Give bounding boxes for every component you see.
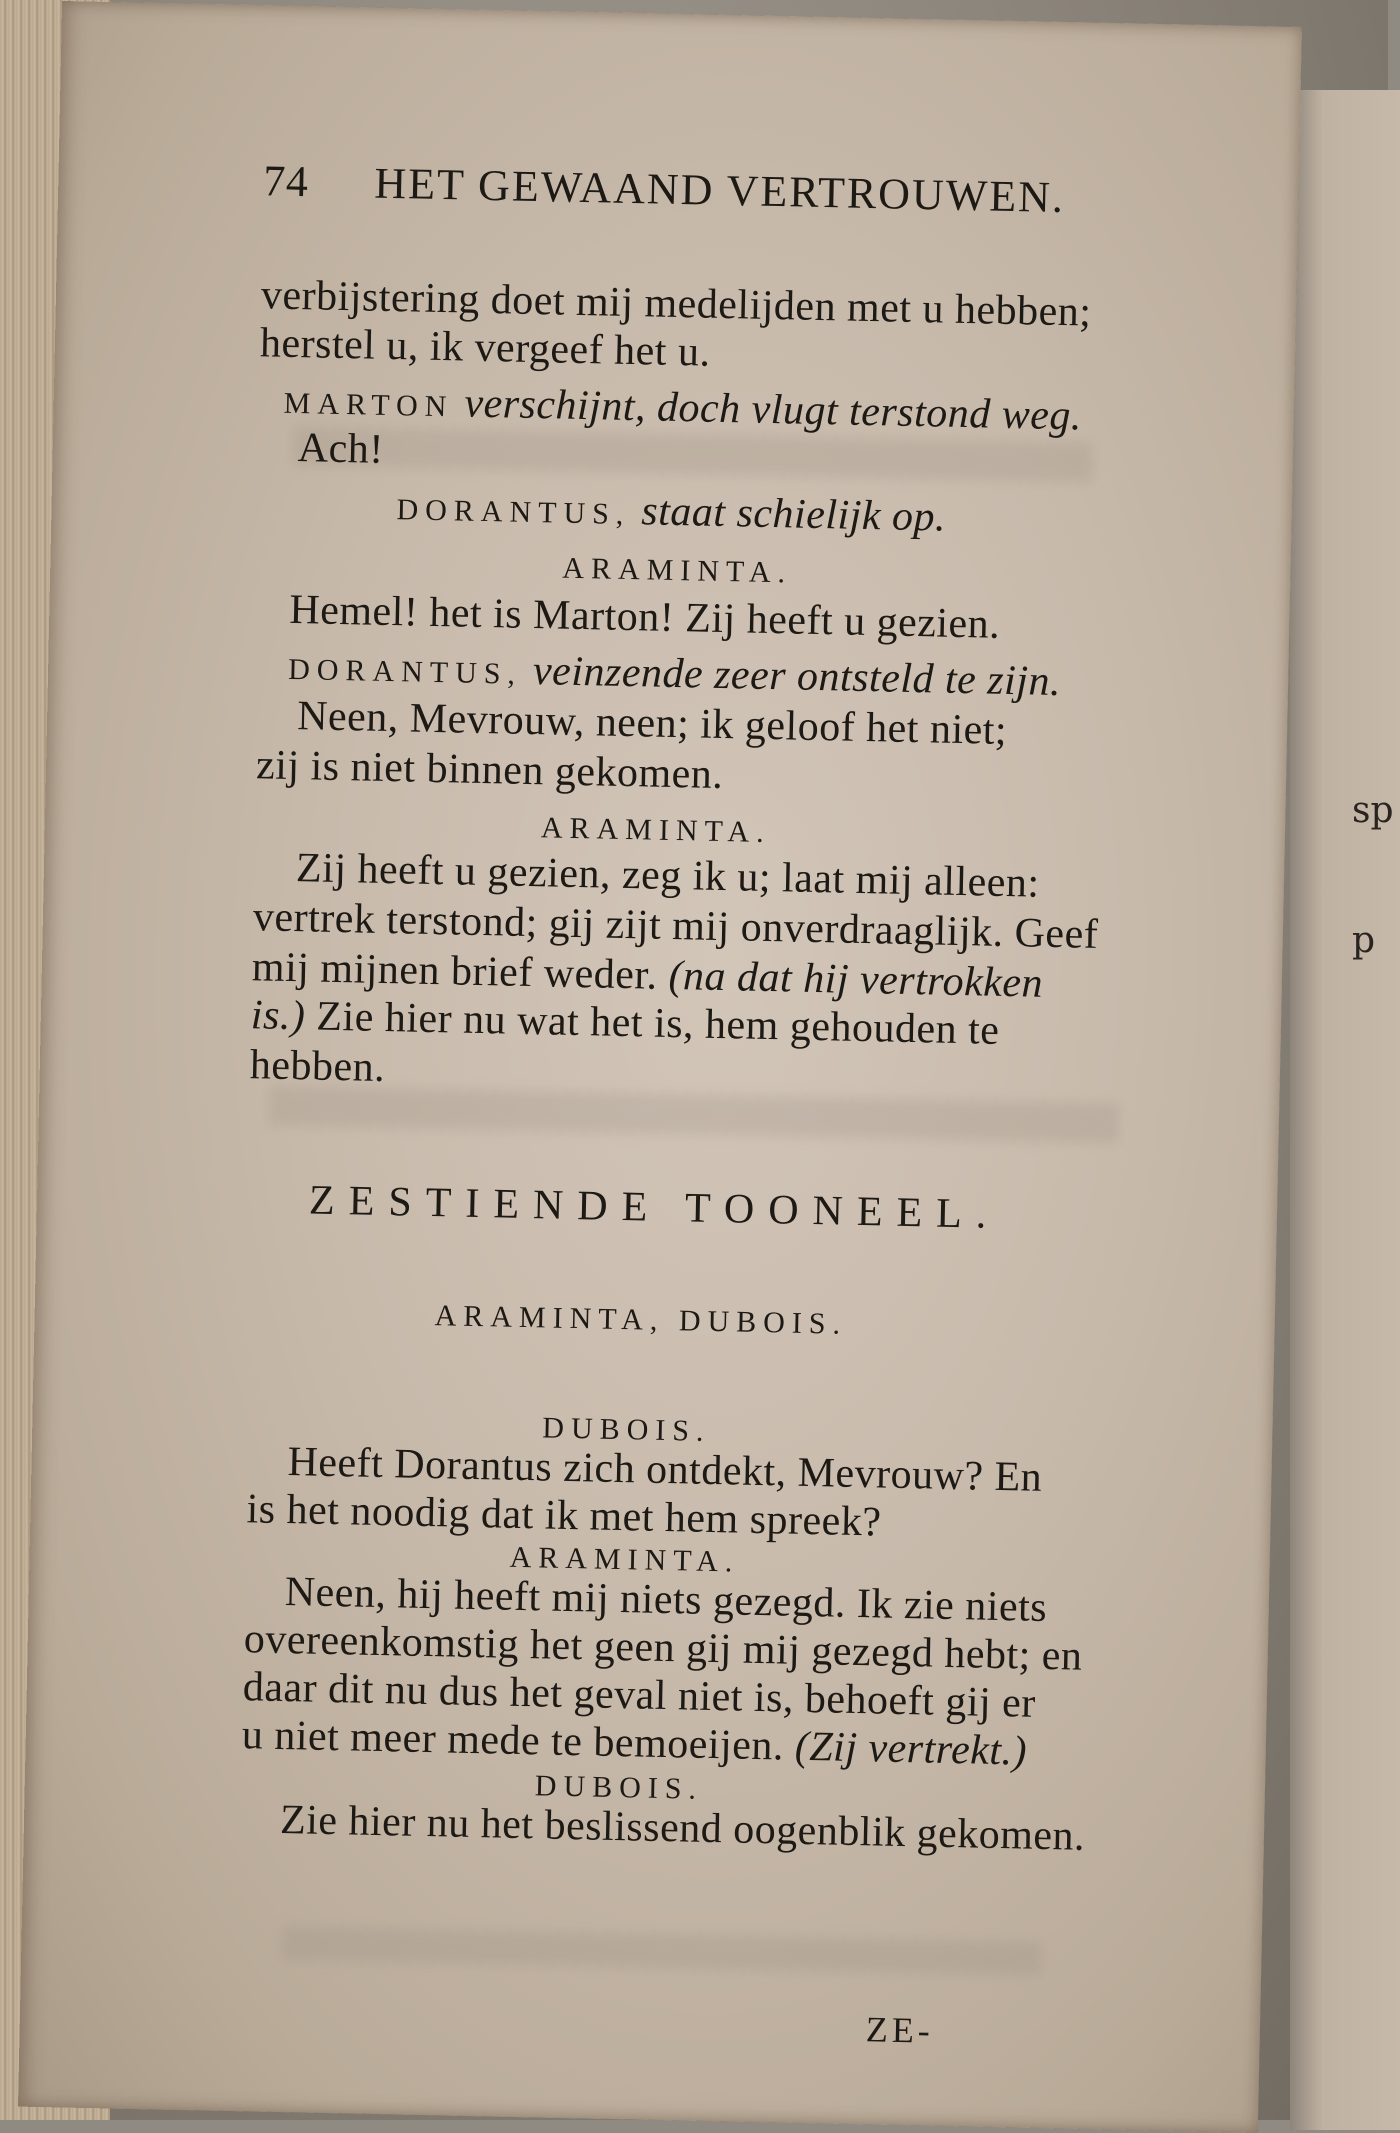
stage-direction-line — [396, 482, 946, 541]
stage-direction: veinzende zeer ontsteld te zijn. — [521, 647, 1062, 706]
text-line: Hemel! het is Marton! Zij heeft u gezien. — [288, 586, 1001, 648]
text-line: Neen, Mevrouw, neen; ik geloof het niet; — [296, 693, 1008, 754]
speaker-name: DUBOIS. — [534, 1769, 704, 1806]
stage-direction: staat schielijk op. — [629, 488, 947, 541]
text-line: Heeft Dorantus zich ontdekt, Mevrouw? En — [287, 1439, 1043, 1501]
speaker-name: DUBOIS. — [542, 1411, 711, 1448]
text-line: zij is niet binnen gekomen. — [255, 742, 724, 799]
text-line: herstel u, ik vergeef het u. — [259, 320, 711, 376]
scene-title: ZESTIENDE TOONEEL. — [308, 1177, 1001, 1238]
speaker-name: ARAMINTA. — [562, 551, 793, 590]
facing-page — [1290, 90, 1400, 2130]
text-line: Neen, hij heeft mij niets gezegd. Ik zie niets — [284, 1569, 1048, 1631]
page-number: 74 — [262, 156, 309, 207]
text-segment: Zie hier nu wat het is, hem gehouden te — [304, 993, 1000, 1054]
text-line: Zie hier nu het beslissend oogenblik gekomen. — [279, 1796, 1086, 1860]
stage-direction: (Zij vertrekt.) — [783, 1723, 1028, 1775]
text-line: hebben. — [249, 1042, 386, 1092]
text-line: Ach! — [297, 425, 385, 473]
facing-page-fragment: sp — [1352, 790, 1394, 831]
text-line: overeenkomstig het geen gij mij gezegd hebt; en — [243, 1616, 1083, 1680]
speaker-name: ARAMINTA. — [509, 1540, 740, 1579]
stage-direction: verschijnt, doch vlugt terstond weg. — [452, 380, 1083, 440]
text-line: vertrek terstond; gij zijt mij onverdraaglijk. Geef — [252, 894, 1099, 958]
facing-page-fragment: p — [1352, 920, 1376, 961]
stage-direction: is.) — [250, 992, 306, 1040]
scene-characters: ARAMINTA, DUBOIS. — [434, 1299, 848, 1341]
text-segment: mij mijnen brief weder. — [251, 944, 659, 999]
catchword: ZE- — [865, 2009, 935, 2051]
speaker-name: DORANTUS, — [287, 652, 523, 691]
book-page — [18, 1, 1302, 2133]
stage-direction: (na dat hij vertrokken — [657, 952, 1044, 1007]
speaker-name: ARAMINTA. — [540, 811, 771, 850]
speaker-name: MARTON — [283, 386, 454, 424]
speaker-name: DORANTUS, — [396, 493, 631, 532]
text-line: is het noodig dat ik met hem spreek? — [246, 1486, 882, 1546]
running-title: HET GEWAAND VERTROUWEN. — [373, 158, 1066, 223]
text-line: Zij heeft u gezien, zeg ik u; laat mij alleen: — [295, 845, 1041, 907]
text-segment: u niet meer mede te bemoeijen. — [241, 1712, 785, 1770]
text-line: daar dit nu dus het geval niet is, behoeft gij er — [242, 1664, 1037, 1727]
text-line: verbijstering doet mij medelijden met u hebben; — [260, 272, 1092, 336]
